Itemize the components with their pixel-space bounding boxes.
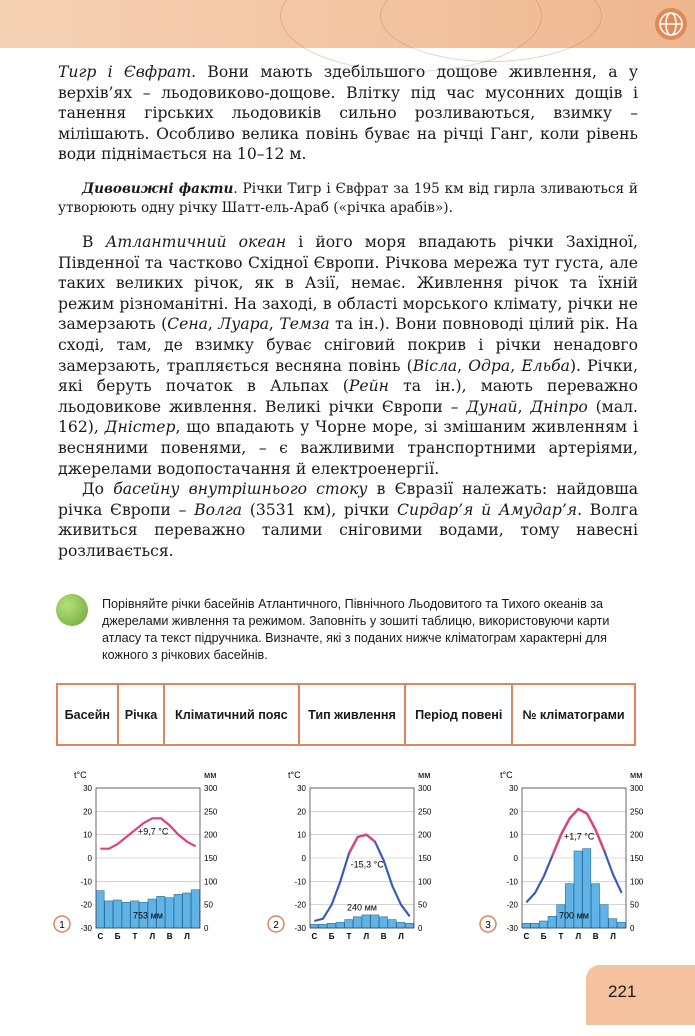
tick-label-precip: 200 — [630, 830, 644, 840]
y-axis-label-precip: мм — [630, 770, 643, 780]
para3-run: (3531 км), річки — [242, 500, 398, 519]
precip-bar — [310, 924, 318, 928]
para3-run: До — [82, 480, 114, 499]
precip-bar — [609, 919, 617, 928]
tick-label-precip: 100 — [418, 877, 432, 887]
header-climate-belt: Кліматичний пояс — [164, 684, 298, 745]
tick-label-precip: 300 — [204, 784, 218, 793]
page-number: 221 — [608, 982, 637, 1001]
para3-run: басейну внутрішнього стоку — [113, 480, 368, 499]
paragraph-atlantic — [58, 232, 638, 562]
precip-bar — [353, 917, 361, 928]
para2-run: Ельба — [521, 356, 570, 375]
tick-label-precip: 150 — [204, 854, 218, 863]
precip-bar — [405, 923, 413, 928]
tick-label-temp: 10 — [509, 830, 518, 840]
header-river: Річка — [118, 684, 165, 745]
para2-run: Луара — [218, 315, 269, 334]
month-label: Л — [149, 932, 156, 941]
tick-label-precip: 200 — [418, 830, 432, 840]
precip-bar — [600, 905, 608, 928]
para2-run: та ін.), мають переважно льодовикове живлення. Великі річки Європи – — [58, 377, 638, 416]
month-label: С — [97, 932, 104, 941]
fact-run: Дивовижні факти — [82, 181, 234, 197]
y-axis-label-temp: t°C — [288, 770, 301, 780]
month-label: Т — [558, 932, 564, 941]
precip-bar — [591, 884, 599, 928]
para2-run: Дністер — [104, 418, 176, 437]
month-label: Т — [346, 932, 352, 941]
chart-number: 1 — [59, 920, 65, 931]
month-label: Л — [363, 932, 370, 941]
fact-run: . Річки Тигр і Євфрат за 195 км від гирла зливаються й утворюють одну річку Шатт-ель-Араб («річка арабів»). — [58, 181, 638, 216]
climatograms — [0, 760, 695, 950]
tick-label-precip: 50 — [418, 900, 427, 910]
amazing-facts — [58, 180, 638, 218]
precip-bar — [336, 922, 344, 928]
para2-run: Одра — [468, 356, 511, 375]
para2-run: Вісла — [412, 356, 458, 375]
tick-label-temp: 0 — [301, 854, 306, 863]
y-axis-label-precip: мм — [418, 770, 431, 780]
para2-run: Темза — [279, 315, 330, 334]
page-tab — [586, 965, 695, 1025]
tick-label-temp: -30 — [506, 924, 518, 933]
precip-bar — [548, 916, 556, 928]
tick-label-temp: 0 — [513, 854, 518, 863]
month-label: Б — [114, 932, 121, 941]
precip-bar — [617, 922, 625, 928]
tick-label-temp: 30 — [509, 784, 518, 793]
para3-run: Сирдар’я й Амудар’я — [397, 500, 578, 519]
para2-run: Атлантичний океан — [105, 233, 287, 251]
precip-bar — [362, 915, 370, 928]
header-band — [0, 0, 695, 48]
para2-run: Дунай — [466, 397, 518, 416]
tick-label-temp: -20 — [294, 900, 306, 910]
month-label: В — [380, 932, 387, 941]
tick-label-precip: 0 — [630, 924, 635, 933]
month-label: В — [166, 932, 173, 941]
tick-label-temp: 10 — [83, 830, 92, 840]
precip-bar — [183, 893, 191, 928]
para2-run: , — [517, 397, 531, 416]
precip-bar — [397, 922, 405, 928]
para2-run: , — [268, 315, 280, 334]
header-feeding-type: Тип живлення — [299, 684, 406, 745]
precip-annotation: 753 мм — [133, 910, 163, 921]
tick-label-temp: 20 — [297, 807, 306, 817]
para2-run: (мал. 162), — [58, 397, 638, 437]
month-label: Т — [132, 932, 138, 941]
month-label: Б — [540, 932, 547, 941]
tick-label-temp: 30 — [83, 784, 92, 793]
para2-run: Рейн — [348, 377, 389, 396]
para1-run: . Вони мають здебільшого дощове живлення, а у верхів’ях – льодовиково-дощове. Влітку під час мусонних дощів і танення гірських льодовиків сильно розливаються, взимку – мілішають. Особливо велика повінь буває на річці Ганг, коли рівень води піднімається на 10–12 м. — [58, 63, 638, 164]
tick-label-precip: 100 — [630, 877, 644, 887]
precip-bar — [539, 921, 547, 928]
para2-run: ). Річки, які беруть початок в Альпах ( — [58, 356, 638, 396]
y-axis-label-temp: t°C — [500, 770, 513, 780]
month-label: С — [523, 932, 530, 941]
tick-label-temp: 20 — [83, 807, 92, 817]
precip-annotation: 700 мм — [559, 910, 589, 921]
comparison-table — [56, 683, 636, 746]
precip-bar — [113, 900, 121, 928]
month-label: Л — [398, 932, 404, 941]
precip-bar — [327, 923, 335, 928]
precip-bar — [96, 891, 104, 928]
para2-run: та ін.). Вони повноводі цілий рік. На сході, там, де взимку буває сніговий покрив і річки ненадовго замерзають, трапляється весняна повінь ( — [58, 315, 638, 375]
tick-label-precip: 250 — [630, 807, 644, 817]
tick-label-temp: -20 — [80, 900, 92, 910]
tick-label-precip: 250 — [418, 807, 432, 817]
para3-run: в Євразії належать: найдовша річка Європи – — [58, 480, 638, 519]
month-label: Л — [184, 932, 190, 941]
header-climatogram-number: № кліматограми — [512, 684, 635, 745]
precip-bar — [105, 901, 113, 928]
chart-number: 2 — [273, 920, 279, 931]
tick-label-temp: 30 — [297, 784, 306, 793]
tick-label-temp: -30 — [80, 924, 92, 933]
tick-label-temp: -10 — [506, 877, 518, 887]
temp-annotation: -15,3 °C — [350, 859, 384, 870]
fact-text — [58, 180, 638, 218]
precip-bar — [174, 894, 182, 928]
precip-bar — [379, 917, 387, 928]
tick-label-temp: -10 — [294, 877, 306, 887]
month-label: Л — [575, 932, 582, 941]
precip-bar — [388, 920, 396, 928]
para3 — [58, 479, 638, 561]
month-label: Б — [328, 932, 335, 941]
month-label: Л — [610, 932, 616, 941]
para2-run: , — [457, 356, 469, 375]
tick-label-temp: -20 — [506, 900, 518, 910]
tick-label-temp: -10 — [80, 877, 92, 887]
para2-run: , — [207, 315, 219, 334]
tick-label-temp: -30 — [294, 924, 306, 933]
tick-label-precip: 150 — [630, 854, 644, 863]
tick-label-precip: 50 — [630, 900, 639, 910]
month-label: В — [592, 932, 599, 941]
para2-run: Сена — [167, 315, 208, 334]
tick-label-temp: 10 — [297, 830, 306, 840]
tick-label-precip: 200 — [204, 830, 218, 840]
chart-number: 3 — [485, 920, 491, 931]
temp-annotation: +9,7 °C — [138, 826, 169, 837]
para3-run: . Волга живиться переважно талими сніговими водами, тому навесні розливається. — [58, 500, 638, 560]
precip-bar — [345, 920, 353, 928]
para1 — [58, 62, 638, 165]
para2-run: , — [510, 356, 522, 375]
tick-label-precip: 150 — [418, 854, 432, 863]
task-text: Порівняйте річки басейнів Атлантичного, Північного Льодовитого та Тихого океанів за джерелами живлення та режимом. Заповніть у зошиті таблицю, використовуючи карти атласу та текст підручника. Визначте, які з поданих нижче кліматограм характерні для кожного з річкових басейнів. — [102, 597, 610, 662]
month-label: С — [311, 932, 318, 941]
para2-run: В — [82, 233, 106, 251]
tick-label-precip: 250 — [204, 807, 218, 817]
precip-bar — [122, 902, 130, 928]
puzzle-icon — [56, 594, 88, 626]
paragraph-tigris-euphrates — [58, 62, 638, 165]
precip-bar — [165, 898, 173, 928]
precip-bar — [319, 924, 327, 928]
precip-bar — [531, 923, 539, 928]
temp-annotation: +1,7 °C — [564, 831, 595, 842]
para2-run: і його моря впадають річки Західної, Південної та частково Східної Європи. Річкова мережа тут густа, але таких великих річок, як в Азії, немає. Живлення річок та їхній режим різноманітні. На заході, в області морського клімату, річки не замерзають ( — [58, 233, 638, 334]
para3-run: Волга — [194, 500, 243, 519]
temperature-line-warm — [349, 835, 375, 854]
tick-label-temp: 20 — [509, 807, 518, 817]
tick-label-precip: 50 — [204, 900, 213, 910]
precip-bar — [371, 915, 379, 928]
precip-bar — [565, 884, 573, 928]
tick-label-precip: 0 — [204, 924, 209, 933]
header-basin: Басейн — [57, 684, 118, 745]
para2-run: Дніпро — [530, 397, 588, 416]
globe-icon — [655, 8, 687, 40]
precip-bar — [522, 923, 530, 928]
y-axis-label-precip: мм — [204, 770, 217, 780]
para1-run: Тигр і Євфрат — [58, 63, 192, 81]
tick-label-precip: 300 — [630, 784, 644, 793]
precip-bar — [191, 890, 199, 928]
precip-annotation: 240 мм — [347, 902, 377, 913]
header-flood-period: Період повені — [405, 684, 511, 745]
tick-label-precip: 100 — [204, 877, 218, 887]
y-axis-label-temp: t°C — [74, 770, 87, 780]
para2 — [58, 232, 638, 479]
para2-run: , що впадають у Чорне море, зі змішаним живленням і весняними повенями, – є важливими транспортними артеріями, джерелами водопостачання й електроенергії. — [58, 418, 639, 478]
tick-label-precip: 300 — [418, 784, 432, 793]
tick-label-temp: 0 — [87, 854, 92, 863]
tick-label-precip: 0 — [418, 924, 423, 933]
